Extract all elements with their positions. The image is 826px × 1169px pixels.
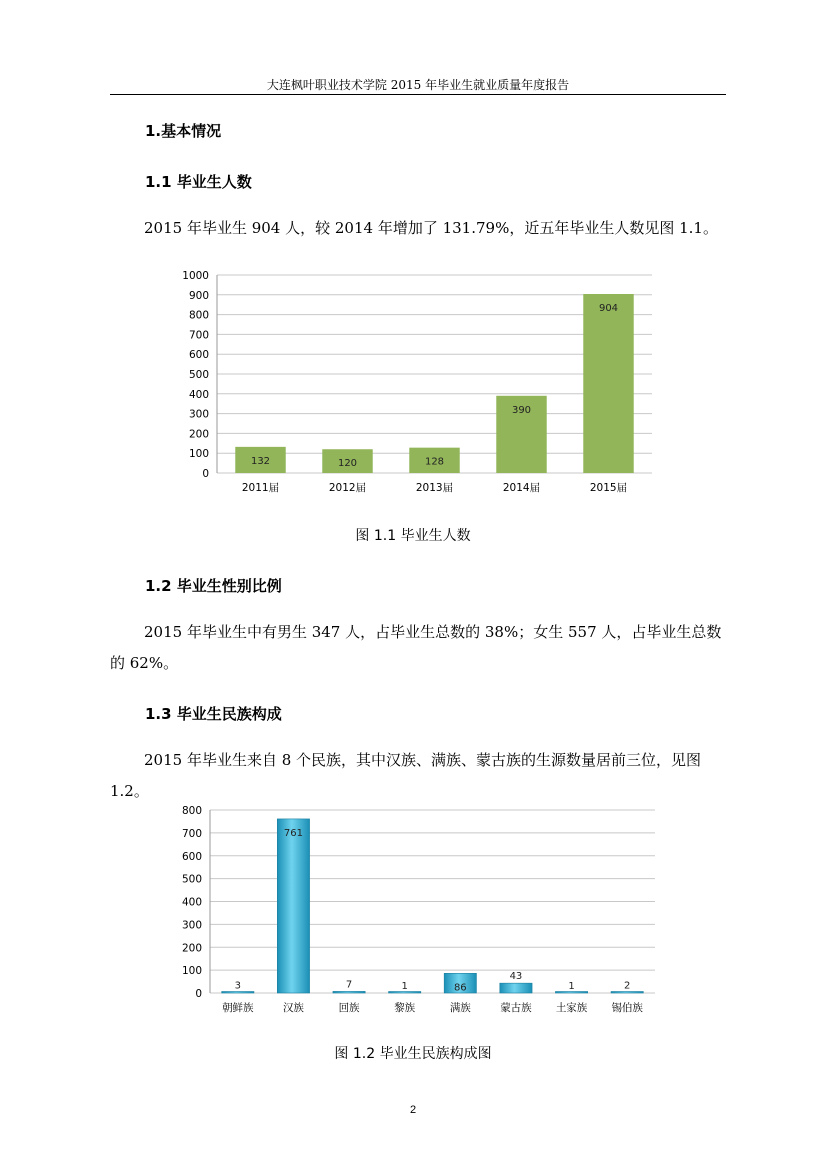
section-1-3-text: 2015 年毕业生来自 8 个民族，其中汉族、满族、蒙古族的生源数量居前三位，见图 1.2。 [110, 751, 702, 800]
data-label: 43 [509, 971, 523, 983]
section-1-1-title: 1.1 毕业生人数 [145, 173, 252, 191]
data-label: 7 [345, 979, 353, 991]
x-tick-label: 土家族 [555, 1002, 588, 1014]
data-label: 3 [234, 980, 241, 992]
data-label: 904 [598, 303, 619, 315]
x-tick-label: 回族 [338, 1002, 360, 1014]
bar [611, 992, 643, 994]
y-tick-label: 400 [181, 896, 202, 909]
section-1-2-title: 1.2 毕业生性别比例 [145, 577, 282, 595]
y-tick-label: 800 [181, 805, 202, 817]
page-header: 大连枫叶职业技术学院 2015 年毕业生就业质量年度报告 [110, 76, 726, 95]
y-tick-label: 700 [188, 329, 209, 342]
x-tick-label: 2012届 [328, 482, 367, 494]
data-label: 86 [453, 982, 467, 994]
y-tick-label: 700 [181, 827, 202, 840]
y-tick-label: 500 [188, 369, 209, 381]
data-label: 2 [624, 980, 631, 992]
y-tick-label: 0 [202, 468, 209, 480]
bar [222, 992, 254, 994]
bar [277, 819, 309, 993]
y-tick-label: 0 [195, 988, 202, 1000]
data-label: 1 [401, 980, 408, 992]
section-1-3-title: 1.3 毕业生民族构成 [145, 705, 282, 723]
y-tick-label: 300 [188, 408, 209, 421]
x-tick-label: 2013届 [415, 482, 454, 494]
data-label: 128 [424, 456, 445, 468]
bar [333, 991, 365, 993]
x-tick-label: 朝鲜族 [222, 1002, 254, 1014]
y-tick-label: 100 [181, 965, 202, 978]
figure-1-1-caption: 图 1.1 毕业生人数 [355, 528, 471, 544]
y-tick-label: 200 [188, 428, 209, 441]
y-tick-label: 500 [181, 873, 202, 886]
y-tick-label: 100 [188, 448, 209, 461]
y-tick-label: 900 [188, 289, 209, 302]
y-tick-label: 200 [181, 942, 202, 955]
section-1-1-text: 2015 年毕业生 904 人，较 2014 年增加了 131.79%，近五年毕业生人数见图 1.1。 [144, 219, 718, 237]
data-label: 1 [568, 980, 575, 992]
y-tick-label: 600 [188, 349, 209, 362]
x-tick-label: 蒙古族 [500, 1002, 532, 1014]
x-tick-label: 2014届 [502, 482, 541, 494]
bar [500, 983, 532, 993]
data-label: 761 [283, 827, 303, 839]
x-tick-label: 满族 [449, 1002, 471, 1014]
y-tick-label: 800 [188, 309, 209, 322]
y-tick-label: 1000 [182, 270, 209, 282]
data-label: 390 [511, 404, 532, 416]
y-tick-label: 600 [181, 850, 202, 863]
y-tick-label: 300 [181, 919, 202, 932]
section-1-title: 1.基本情况 [145, 122, 222, 140]
x-tick-label: 黎族 [394, 1002, 416, 1014]
page-number: 2 [409, 1104, 417, 1116]
figure-1-2-caption: 图 1.2 毕业生民族构成图 [334, 1046, 492, 1062]
x-tick-label: 2011届 [241, 482, 280, 494]
chart-ethnic-composition [160, 800, 670, 1020]
bar [583, 294, 633, 473]
x-tick-label: 2015届 [589, 482, 628, 494]
chart-graduates-count [165, 262, 665, 502]
x-tick-label: 锡伯族 [611, 1002, 643, 1014]
x-tick-label: 汉族 [282, 1002, 304, 1014]
data-label: 120 [337, 458, 358, 470]
y-tick-label: 400 [188, 388, 209, 401]
data-label: 132 [250, 455, 271, 467]
section-1-2-text: 2015 年毕业生中有男生 347 人，占毕业生总数的 38%；女生 557 人，占毕业生总数的 62%。 [110, 623, 722, 672]
